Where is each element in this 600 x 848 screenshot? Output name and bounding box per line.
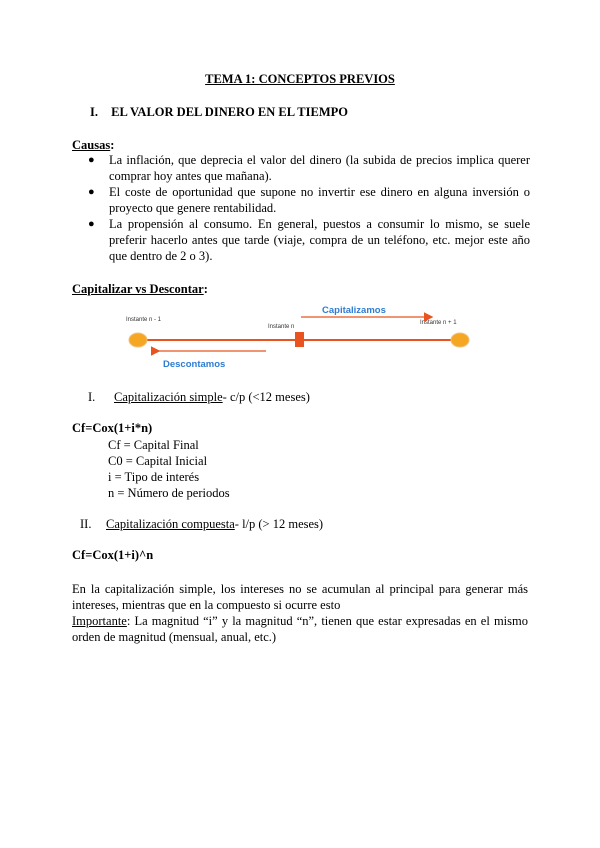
left-node-icon xyxy=(129,333,147,347)
center-node-icon xyxy=(295,332,304,347)
right-instant-label: Instante n + 1 xyxy=(420,320,457,326)
list-item-text: La propensión al consumo. En general, puestos a consumir lo mismo, se suele preferir hacerlo antes que tarde (viaje, compra de un teléfono, etc. mejor este año que dentro de 2 o 3). xyxy=(109,217,530,263)
compuesta-label: Capitalización compuesta xyxy=(106,517,235,531)
left-instant-label: Instante n - 1 xyxy=(126,317,162,323)
section-number: I. xyxy=(90,105,98,119)
list-item xyxy=(72,152,530,184)
compuesta-heading xyxy=(80,516,323,532)
section-heading xyxy=(90,105,348,120)
descontamos-label: Descontamos xyxy=(163,359,226,370)
bullet-icon: ● xyxy=(88,154,95,166)
simple-heading xyxy=(88,389,310,405)
compuesta-numeral: II. xyxy=(80,517,92,531)
list-item-text: El coste de oportunidad que supone no invertir ese dinero en alguna inversión o proyecto que genere rentabilidad. xyxy=(109,185,530,215)
section-title: EL VALOR DEL DINERO EN EL TIEMPO xyxy=(111,105,349,119)
simple-label: Capitalización simple xyxy=(114,390,223,404)
capitalizar-heading xyxy=(72,282,208,297)
capitalizar-label: Capitalizar vs Descontar xyxy=(72,282,204,296)
definition-item: i = Tipo de interés xyxy=(108,470,200,484)
importante-text: : La magnitud “i” y la magnitud “n”, tienen que estar expresadas en el mismo orden de magnitud (mensual, anual, etc.) xyxy=(72,614,528,644)
right-node-icon xyxy=(451,333,469,347)
causas-colon: : xyxy=(110,138,115,152)
causas-heading xyxy=(72,138,114,153)
definition-item: C0 = Capital Inicial xyxy=(108,454,208,468)
simple-rest: - c/p (<12 meses) xyxy=(222,390,310,404)
bullet-icon: ● xyxy=(88,218,95,230)
center-instant-label: Instante n xyxy=(268,324,295,330)
importante-paragraph xyxy=(72,613,528,645)
list-item-text: La inflación, que deprecia el valor del dinero (la subida de precios implica querer comprar hoy antes que mañana). xyxy=(109,153,530,183)
page-title: TEMA 1: CONCEPTOS PREVIOS xyxy=(205,72,395,86)
simple-numeral: I. xyxy=(88,390,96,404)
capitalizar-colon: : xyxy=(203,282,208,296)
definition-item: Cf = Capital Final xyxy=(108,438,199,452)
capitalizamos-label: Capitalizamos xyxy=(322,305,386,316)
list-item xyxy=(72,184,530,216)
formula-definitions xyxy=(108,437,230,501)
definition-item: n = Número de periodos xyxy=(108,486,230,500)
causas-list xyxy=(72,152,530,264)
compuesta-formula: Cf=Cox(1+i)^n xyxy=(72,548,154,562)
explanation-paragraph: En la capitalización simple, los intereses no se acumulan al principal para generar más intereses, mientras que en la compuesto si ocurre esto xyxy=(72,582,528,612)
importante-label: Importante xyxy=(72,614,127,628)
compuesta-rest: - l/p (> 12 meses) xyxy=(234,517,324,531)
causas-label: Causas xyxy=(72,138,111,152)
simple-formula: Cf=Cox(1+i*n) xyxy=(72,421,153,435)
timeline-diagram xyxy=(118,300,488,380)
list-item xyxy=(72,216,530,264)
bullet-icon: ● xyxy=(88,186,95,198)
